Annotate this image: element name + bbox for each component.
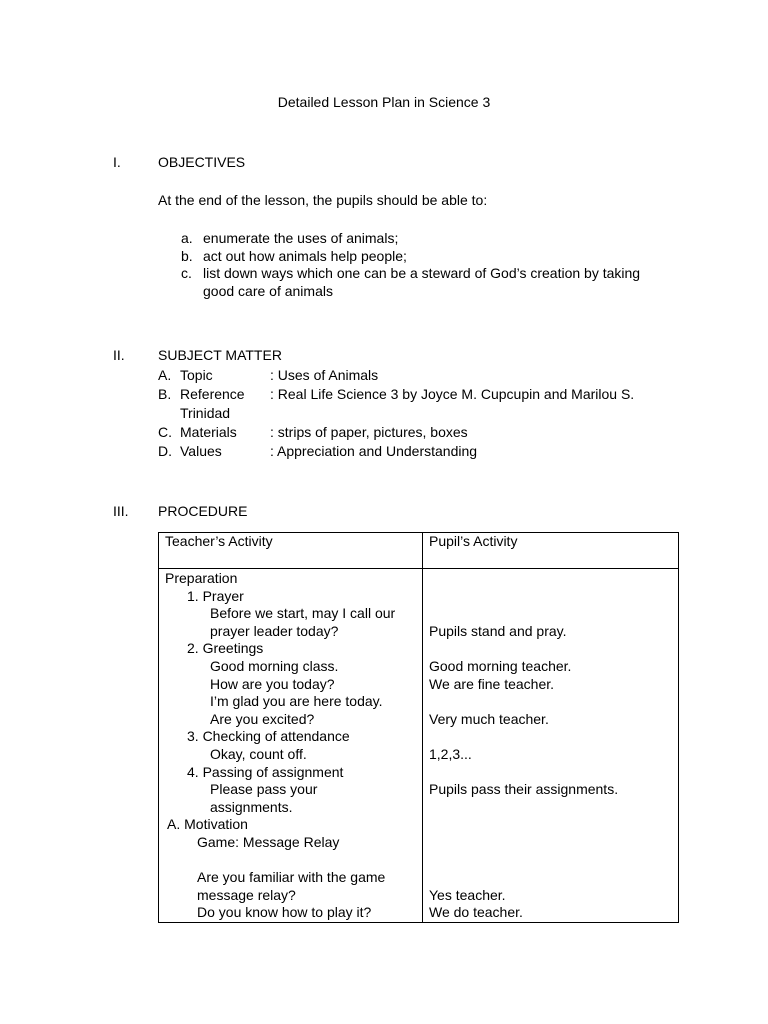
objective-text: act out how animals help people; — [203, 247, 407, 264]
teacher-line: Good morning class. — [210, 657, 339, 674]
subject-matter-letter: C. — [158, 424, 172, 440]
teacher-line: Okay, count off. — [210, 745, 307, 762]
pupil-line — [429, 869, 672, 887]
pupil-line — [429, 764, 672, 782]
pupil-line — [429, 852, 672, 870]
objectives-list — [158, 229, 688, 299]
objective-letter: b. — [181, 247, 193, 264]
pupil-line: Very much teacher. — [429, 710, 549, 727]
subject-matter-value: : Uses of Animals — [270, 367, 379, 383]
pupil-line — [429, 588, 672, 606]
teacher-activity-cell — [159, 569, 423, 923]
teacher-line: 4. Passing of assignment — [187, 763, 344, 780]
subject-matter-value: : Appreciation and Understanding — [270, 443, 478, 459]
section-heading-subject-matter: SUBJECT MATTER — [158, 347, 282, 363]
objective-item — [158, 247, 688, 265]
teacher-line: Before we start, may I call our — [210, 605, 396, 622]
subject-matter-letter: D. — [158, 443, 172, 459]
pupil-line — [429, 693, 672, 711]
pupil-line — [429, 728, 672, 746]
objective-letter: c. — [181, 265, 192, 282]
teacher-line — [165, 852, 416, 870]
objective-text-continued: good care of animals — [203, 282, 333, 299]
subject-matter-label: Topic — [180, 367, 213, 383]
pupil-line — [429, 640, 672, 658]
procedure-table-body-row — [159, 569, 679, 923]
procedure-table — [158, 532, 679, 923]
objective-text: enumerate the uses of animals; — [203, 230, 399, 246]
teacher-line: 3. Checking of attendance — [187, 728, 350, 745]
subject-matter-letter: A. — [158, 367, 172, 383]
pupil-activity-cell — [423, 569, 679, 923]
section-heading-procedure: PROCEDURE — [158, 503, 248, 519]
pupil-line: We do teacher. — [429, 904, 523, 921]
teacher-line: prayer leader today? — [210, 622, 339, 639]
teacher-line: Do you know how to play it? — [197, 904, 372, 921]
teacher-line: Are you familiar with the game — [197, 869, 386, 886]
subject-matter-label: Materials — [180, 424, 237, 440]
pupil-line — [429, 605, 672, 623]
subject-matter-value-continued: Trinidad — [180, 405, 231, 421]
subject-matter-item — [158, 385, 698, 423]
pupil-line — [429, 816, 672, 834]
subject-matter-label: Values — [180, 443, 222, 459]
pupil-line — [429, 799, 672, 817]
objectives-intro: At the end of the lesson, the pupils should be able to: — [158, 192, 488, 208]
subject-matter-letter: B. — [158, 386, 172, 402]
pupil-activity-header — [423, 533, 679, 569]
subject-matter-item — [158, 423, 698, 442]
teacher-line: Please pass your — [210, 781, 318, 798]
teacher-line: Preparation — [165, 570, 238, 586]
teacher-line: 2. Greetings — [187, 640, 264, 657]
section-numeral-objectives: I. — [113, 154, 121, 170]
section-numeral-procedure: III. — [113, 503, 129, 519]
teacher-activity-header-text: Teacher’s Activity — [165, 533, 273, 549]
pupil-line: 1,2,3... — [429, 745, 472, 762]
document-title: Detailed Lesson Plan in Science 3 — [277, 94, 491, 110]
teacher-line: I’m glad you are here today. — [210, 693, 383, 710]
pupil-line: Good morning teacher. — [429, 657, 572, 674]
teacher-activity-header — [159, 533, 423, 569]
pupil-activity-header-text: Pupil’s Activity — [429, 533, 518, 549]
teacher-line: 1. Prayer — [187, 587, 244, 604]
subject-matter-list — [158, 366, 698, 461]
teacher-line: A. Motivation — [167, 816, 248, 833]
procedure-table-header-row — [159, 533, 679, 569]
pupil-line — [429, 834, 672, 852]
objective-text: list down ways which one can be a steward of God’s creation by taking — [203, 265, 641, 282]
teacher-line: assignments. — [210, 798, 293, 815]
pupil-line — [429, 570, 672, 588]
teacher-line: Game: Message Relay — [197, 833, 340, 850]
objective-item — [158, 229, 688, 247]
objective-letter: a. — [181, 230, 193, 246]
subject-matter-label: Reference — [180, 386, 245, 402]
subject-matter-value: : Real Life Science 3 by Joyce M. Cupcupin and Marilou S. — [270, 386, 635, 402]
teacher-line: How are you today? — [210, 675, 335, 692]
teacher-line: Are you excited? — [210, 710, 315, 727]
section-numeral-subject-matter: II. — [113, 347, 125, 363]
pupil-line: Pupils pass their assignments. — [429, 781, 619, 798]
pupil-line: We are fine teacher. — [429, 675, 555, 692]
subject-matter-item — [158, 442, 698, 461]
subject-matter-value: : strips of paper, pictures, boxes — [270, 424, 468, 440]
pupil-line: Yes teacher. — [429, 886, 506, 903]
section-heading-objectives: OBJECTIVES — [158, 154, 246, 170]
teacher-line: message relay? — [197, 886, 296, 903]
subject-matter-item — [158, 366, 698, 385]
objective-item — [158, 264, 688, 299]
pupil-line: Pupils stand and pray. — [429, 622, 567, 639]
